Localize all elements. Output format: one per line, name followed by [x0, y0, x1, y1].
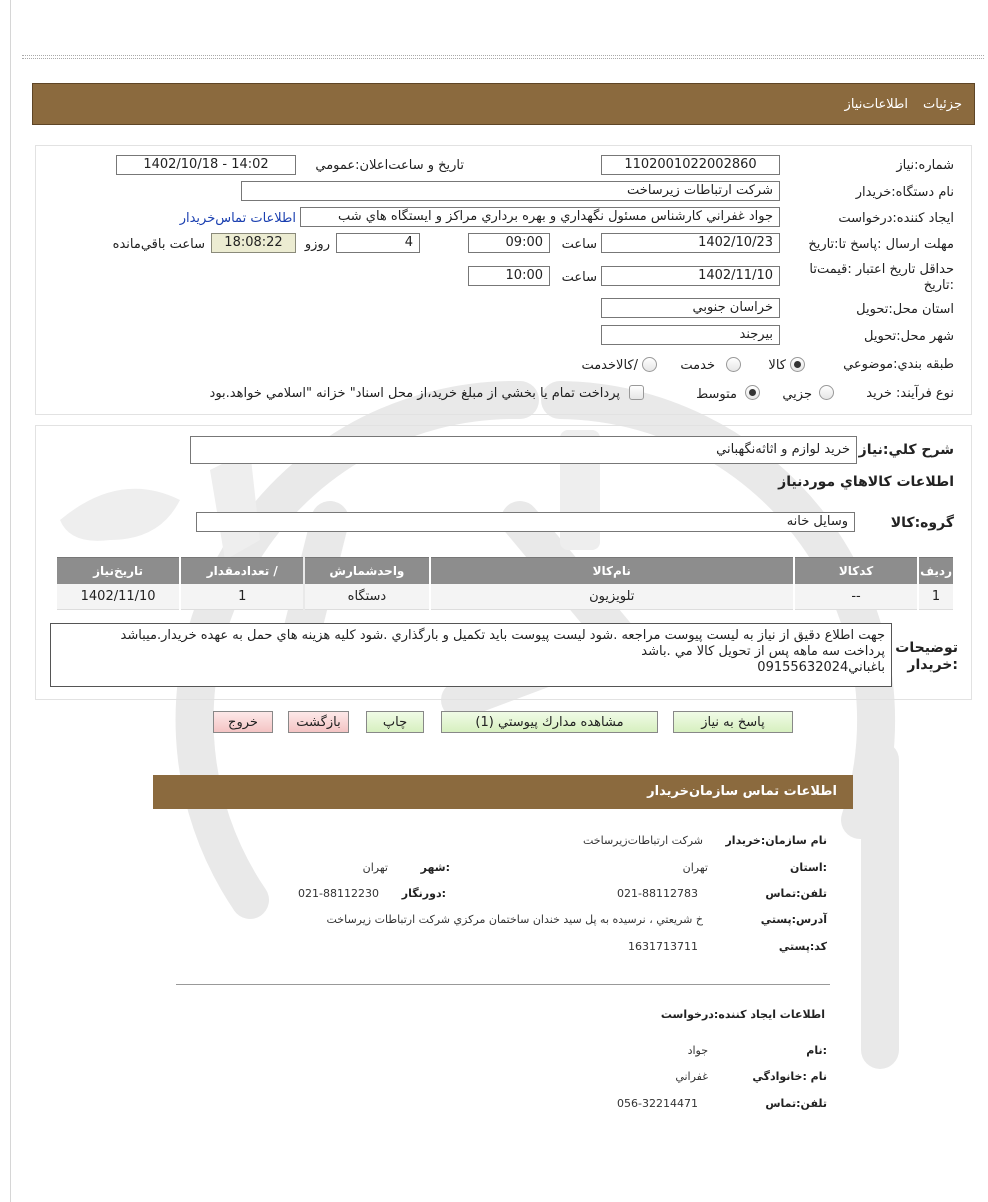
cell-quantity: 1	[181, 584, 303, 610]
buyer-notes-line-1: جهت اطلاع دقيق از نياز به ليست پيوست مراجعه .شود ليست پيوست بايد تكميل و بارگذاري .شود كليه هزينه هاي حمل به عهده خريدار.ميباشد	[120, 628, 885, 643]
reply-deadline-time-label: ساعت	[561, 237, 597, 252]
goods-table-header	[57, 557, 953, 584]
buyer-contact-link[interactable]: اطلاعات تماس‌خريدار	[179, 211, 296, 226]
table-row	[57, 584, 953, 610]
buyer-contact-section-title: اطلاعات تماس سازمان‌خريدار	[647, 784, 837, 799]
required-goods-heading: اطلاعات كالاهاي موردنياز	[778, 474, 954, 490]
col-unit: واحدشمارش	[305, 557, 428, 584]
contact-city-label: :شهر	[420, 861, 450, 874]
view-attachments-button[interactable]: مشاهده مدارك پيوستي (1)	[441, 711, 658, 733]
contact-postal-label: كد:پستي	[778, 940, 827, 953]
announce-datetime-field: 1402/10/18 - 14:02	[116, 155, 296, 175]
goods-table	[55, 557, 955, 610]
buyer-contact-section-bar	[153, 775, 853, 809]
top-dotted-rule	[22, 55, 984, 59]
creator-phone-label: تلفن:تماس	[765, 1097, 827, 1110]
contact-postal-value: 1631713711	[628, 940, 698, 953]
need-summary-label: شرح كلي:نياز	[858, 442, 954, 458]
delivery-province-field: خراسان جنوبي	[601, 298, 780, 318]
contact-address-value: خ شريعتي ، نرسيده به پل سيد خندان ساختمان مركزي شركت ارتباطات زيرساخت	[326, 913, 703, 926]
remaining-time-timer: 18:08:22	[211, 233, 296, 253]
cell-need-date: 1402/11/10	[57, 584, 179, 610]
col-need-date: تاريخ‌نياز	[57, 557, 179, 584]
contact-divider	[176, 984, 830, 985]
delivery-city-label: شهر محل:تحويل	[864, 329, 954, 344]
category-label: طبقه بندي:موضوعي	[843, 357, 954, 372]
creator-name-label: :نام	[806, 1044, 827, 1057]
buyer-notes-label: توضيحات :خريدار	[895, 640, 958, 673]
need-summary-field: خريد لوازم و اثاثه‌نگهباني	[190, 436, 857, 464]
process-radio-medium[interactable]	[745, 385, 760, 400]
print-button[interactable]: چاپ	[366, 711, 424, 733]
page-left-border	[10, 0, 11, 1202]
tab-need-info[interactable]: اطلاعات‌نياز	[844, 97, 908, 112]
category-radio-goods-service[interactable]	[642, 357, 657, 372]
contact-fax-value: 021-88112230	[298, 887, 379, 900]
contact-fax-label: :دورنگار	[401, 887, 446, 900]
col-row-number: رديف	[919, 557, 953, 584]
remaining-days-field: 4	[336, 233, 420, 253]
buyer-notes-line-3: باغباني09155632024	[757, 660, 885, 675]
contact-province-label: :استان	[790, 861, 827, 874]
delivery-city-field: بيرجند	[601, 325, 780, 345]
buyer-org-label: نام دستگاه:خريدار	[855, 185, 954, 200]
category-option-goods-service: /كالاخدمت	[581, 358, 638, 373]
reply-deadline-date: 1402/10/23	[601, 233, 780, 253]
contact-phone-label: تلفن:تماس	[765, 887, 827, 900]
process-option-medium: متوسط	[696, 387, 737, 402]
col-quantity: / تعدادمقدار	[181, 557, 303, 584]
process-option-minor: جزيي	[782, 387, 812, 402]
contact-org-label: نام سازمان:خريدار	[725, 834, 827, 847]
reply-to-need-button[interactable]: پاسخ به نياز	[673, 711, 793, 733]
reply-deadline-time: 09:00	[468, 233, 550, 253]
need-number-label: شماره:نياز	[896, 158, 954, 173]
price-validity-time: 10:00	[468, 266, 550, 286]
process-type-label: نوع فرآيند: خريد	[866, 386, 954, 401]
buyer-org-field: شركت ارتباطات زيرساخت	[241, 181, 780, 201]
creator-family-label: نام :خانوادگي	[752, 1070, 827, 1083]
need-number-field: 1102001022002860	[601, 155, 780, 175]
buyer-notes-line-2: پرداخت سه ماهه پس از تحويل كالا مي .باشد	[641, 644, 885, 659]
tab-details[interactable]: جزئيات	[923, 97, 962, 112]
creator-phone-value: 056-32214471	[617, 1097, 698, 1110]
cell-row-number: 1	[919, 584, 953, 610]
goods-group-label: گروه:كالا	[890, 515, 954, 531]
creator-section-title: اطلاعات ايجاد كننده:درخواست	[660, 1008, 825, 1021]
col-goods-code: كدكالا	[795, 557, 917, 584]
creator-name-value: جواد	[687, 1044, 708, 1057]
cell-goods-code: --	[795, 584, 917, 610]
remaining-time-label: ساعت باقي‌مانده	[112, 237, 205, 252]
cell-unit: دستگاه	[305, 584, 428, 610]
price-validity-time-label: ساعت	[561, 270, 597, 285]
price-validity-label: حداقل تاريخ اعتبار :قيمت‌تا :تاريخ	[809, 262, 954, 293]
treasury-payment-note: پرداخت تمام يا بخشي از مبلغ خريد،از محل اسناد" خزانه "اسلامي خواهد.بود	[209, 386, 620, 401]
process-radio-minor[interactable]	[819, 385, 834, 400]
exit-button[interactable]: خروج	[213, 711, 273, 733]
page-header-bar	[32, 83, 975, 125]
days-label: روزو	[304, 237, 330, 252]
col-goods-name: نام‌كالا	[431, 557, 793, 584]
cell-goods-name: تلويزيون	[431, 584, 793, 610]
buyer-notes-box	[50, 623, 892, 687]
announce-datetime-label: تاريخ و ساعت‌اعلان:عمومي	[315, 158, 464, 173]
contact-org-value: شركت ارتباطات‌زيرساخت	[583, 834, 703, 847]
contact-province-value: تهران	[682, 861, 708, 874]
back-button[interactable]: بازگشت	[288, 711, 349, 733]
goods-group-field: وسايل خانه	[196, 512, 855, 532]
creator-label: ايجاد كننده:درخواست	[838, 211, 954, 226]
category-option-service: خدمت	[680, 358, 715, 373]
contact-address-label: آدرس:پستي	[760, 913, 827, 926]
treasury-payment-checkbox[interactable]	[629, 385, 644, 400]
creator-family-value: غفراني	[675, 1070, 708, 1083]
category-radio-service[interactable]	[726, 357, 741, 372]
category-radio-goods[interactable]	[790, 357, 805, 372]
contact-phone-value: 021-88112783	[617, 887, 698, 900]
category-option-goods: كالا	[768, 358, 786, 373]
creator-field: جواد غفراني كارشناس مسئول نگهداري و بهره برداري مراكز و ايستگاه هاي شب	[300, 207, 780, 227]
contact-city-value: تهران	[362, 861, 388, 874]
price-validity-date: 1402/11/10	[601, 266, 780, 286]
reply-deadline-label: مهلت ارسال :پاسخ تا:تاريخ	[808, 237, 954, 252]
delivery-province-label: استان محل:تحويل	[856, 302, 954, 317]
